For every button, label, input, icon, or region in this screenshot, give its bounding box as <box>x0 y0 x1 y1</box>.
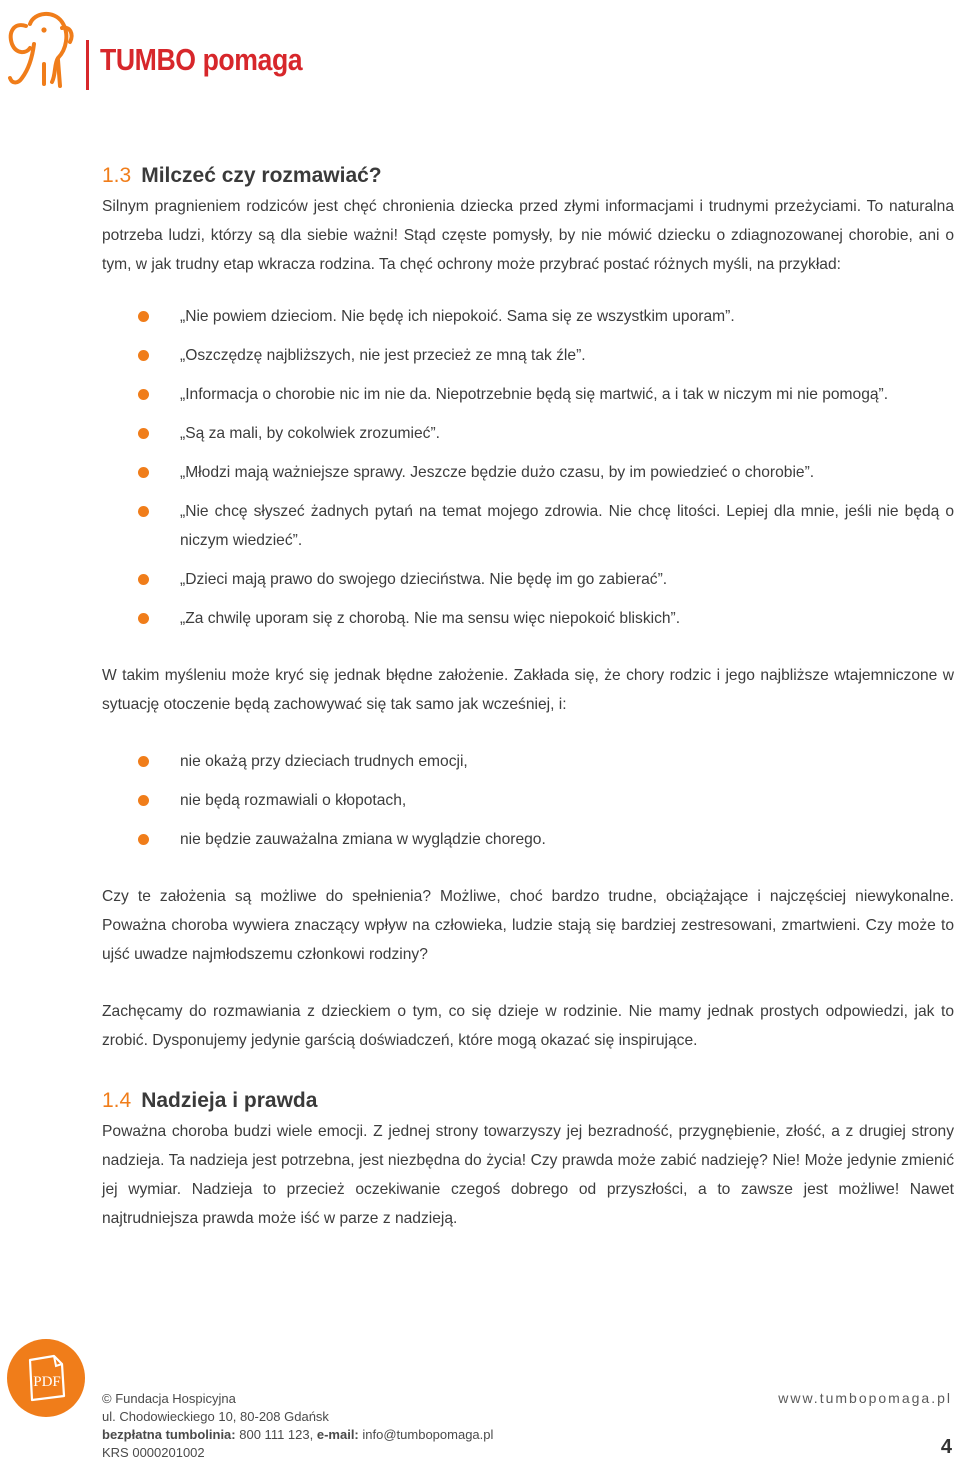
page-footer <box>0 1330 960 1460</box>
question-paragraph: Czy te założenia są możliwe do spełnienia? Możliwe, choć bardzo trudne, obciążające i najczęściej niewykonalne. Poważna choroba wywiera znaczący wpływ na człowieka, ludzie stają się bardziej zestresowani, zmartwieni. Czy może to ujść uwadze najmłodszemu członkowi rodziny? <box>102 888 954 963</box>
list-item: „Nie powiem dzieciom. Nie będę ich niepokoić. Sama się ze wszystkim uporam”. <box>102 302 954 331</box>
list-item: nie będzie zauważalna zmiana w wyglądzie chorego. <box>102 825 954 854</box>
bullet-dot-icon <box>138 389 149 400</box>
bullet-dot-icon <box>138 574 149 585</box>
page-header <box>0 0 960 100</box>
encourage-paragraph: Zachęcamy do rozmawiania z dzieckiem o tym, co się dzieje w rodzinie. Nie mamy jednak prostych odpowiedzi, jak to zrobić. Dysponujemy jedynie garścią doświadczeń, które mogą okazać się inspirujące. <box>102 1003 954 1049</box>
assumptions-list <box>102 747 954 854</box>
main-content <box>102 160 954 1233</box>
section-title: Milczeć czy rozmawiać? <box>141 164 382 187</box>
hope-paragraph: Poważna choroba budzi wiele emocji. Z jednej strony towarzyszy jej bezradność, przygnębienie, złość, a z drugiej strony nadzieja. Ta nadzieja jest potrzebna, jest niezbędna do życia! Czy prawda może zabić nadzieję? Nie! Może jedynie zmienić jej wymiar. Nadzieja to przecież oczekiwanie czegoś dobrego od przyszłości, a to zawsze jest możliwe! Nawet najtrudniejsza prawda może iść w parze z nadzieją. <box>102 1123 954 1227</box>
section-number: 1.4 <box>102 1089 132 1112</box>
footer-email-link[interactable]: info@tumbopomaga.pl <box>362 1427 494 1442</box>
list-item: nie okażą przy dzieciach trudnych emocji, <box>102 747 954 776</box>
footer-krs: KRS 0000201002 <box>102 1445 205 1460</box>
footer-hotline: bezpłatna tumbolinia: 800 111 123, e-mail: info@tumbopomaga.pl <box>102 1427 494 1442</box>
bullet-dot-icon <box>138 795 149 806</box>
elephant-logo-icon <box>4 4 76 92</box>
section-title: Nadzieja i prawda <box>141 1089 318 1112</box>
section-heading-1-3 <box>102 160 954 192</box>
list-item: nie będą rozmawiali o kłopotach, <box>102 786 954 815</box>
thoughts-list <box>102 302 954 633</box>
footer-address: ul. Chodowieckiego 10, 80-208 Gdańsk <box>102 1409 329 1424</box>
page-number: 4 <box>940 1436 952 1458</box>
bullet-dot-icon <box>138 506 149 517</box>
logo-divider <box>86 40 89 90</box>
intro-paragraph: Silnym pragnieniem rodziców jest chęć chronienia dziecka przed złymi informacjami i trudnymi przeżyciami. To naturalna potrzeba ludzi, którzy są dla siebie ważni! Stąd częste pomysły, by nie mówić dziecku o zdiagnozowanej chorobie, ani o tym, w jak trudny etap wkracza rodzina. Ta chęć ochrony może przybrać postać różnych myśli, na przykład: <box>102 198 954 273</box>
footer-org: © Fundacja Hospicyjna <box>102 1391 236 1406</box>
pdf-document-icon <box>6 1338 86 1418</box>
bullet-dot-icon <box>138 350 149 361</box>
list-item: „Informacja o chorobie nic im nie da. Niepotrzebnie będą się martwić, a i tak w niczym mi nie pomogą”. <box>102 380 954 409</box>
list-item: „Dzieci mają prawo do swojego dzieciństwa. Nie będę im go zabierać”. <box>102 565 954 594</box>
assumption-paragraph: W takim myśleniu może kryć się jednak błędne założenie. Zakłada się, że chory rodzic i jego najbliższe wtajemniczone w sytuację otoczenie będą zachowywać się tak samo jak wcześniej, i: <box>102 667 954 713</box>
pdf-badge-label: PDF <box>33 1374 61 1390</box>
list-item: „Nie chcę słyszeć żadnych pytań na temat mojego zdrowia. Nie chcę litości. Lepiej dla mnie, jeśli nie będą o niczym wiedzieć”. <box>102 497 954 555</box>
section-number: 1.3 <box>102 164 132 187</box>
bullet-dot-icon <box>138 428 149 439</box>
bullet-dot-icon <box>138 467 149 478</box>
list-item: „Są za mali, by cokolwiek zrozumieć”. <box>102 419 954 448</box>
list-item: „Młodzi mają ważniejsze sprawy. Jeszcze będzie dużo czasu, by im powiedzieć o chorobie”. <box>102 458 954 487</box>
list-item: „Oszczędzę najbliższych, nie jest przecież ze mną tak źle”. <box>102 341 954 370</box>
bullet-dot-icon <box>138 756 149 767</box>
bullet-dot-icon <box>138 311 149 322</box>
logo-text: TUMBO pomaga <box>100 42 303 77</box>
bullet-dot-icon <box>138 613 149 624</box>
bullet-dot-icon <box>138 834 149 845</box>
list-item: „Za chwilę uporam się z chorobą. Nie ma sensu więc niepokoić bliskich”. <box>102 604 954 633</box>
section-heading-1-4 <box>102 1085 954 1117</box>
footer-website-link[interactable]: www.tumbopomaga.pl <box>778 1390 952 1406</box>
footer-contact <box>102 1390 493 1462</box>
